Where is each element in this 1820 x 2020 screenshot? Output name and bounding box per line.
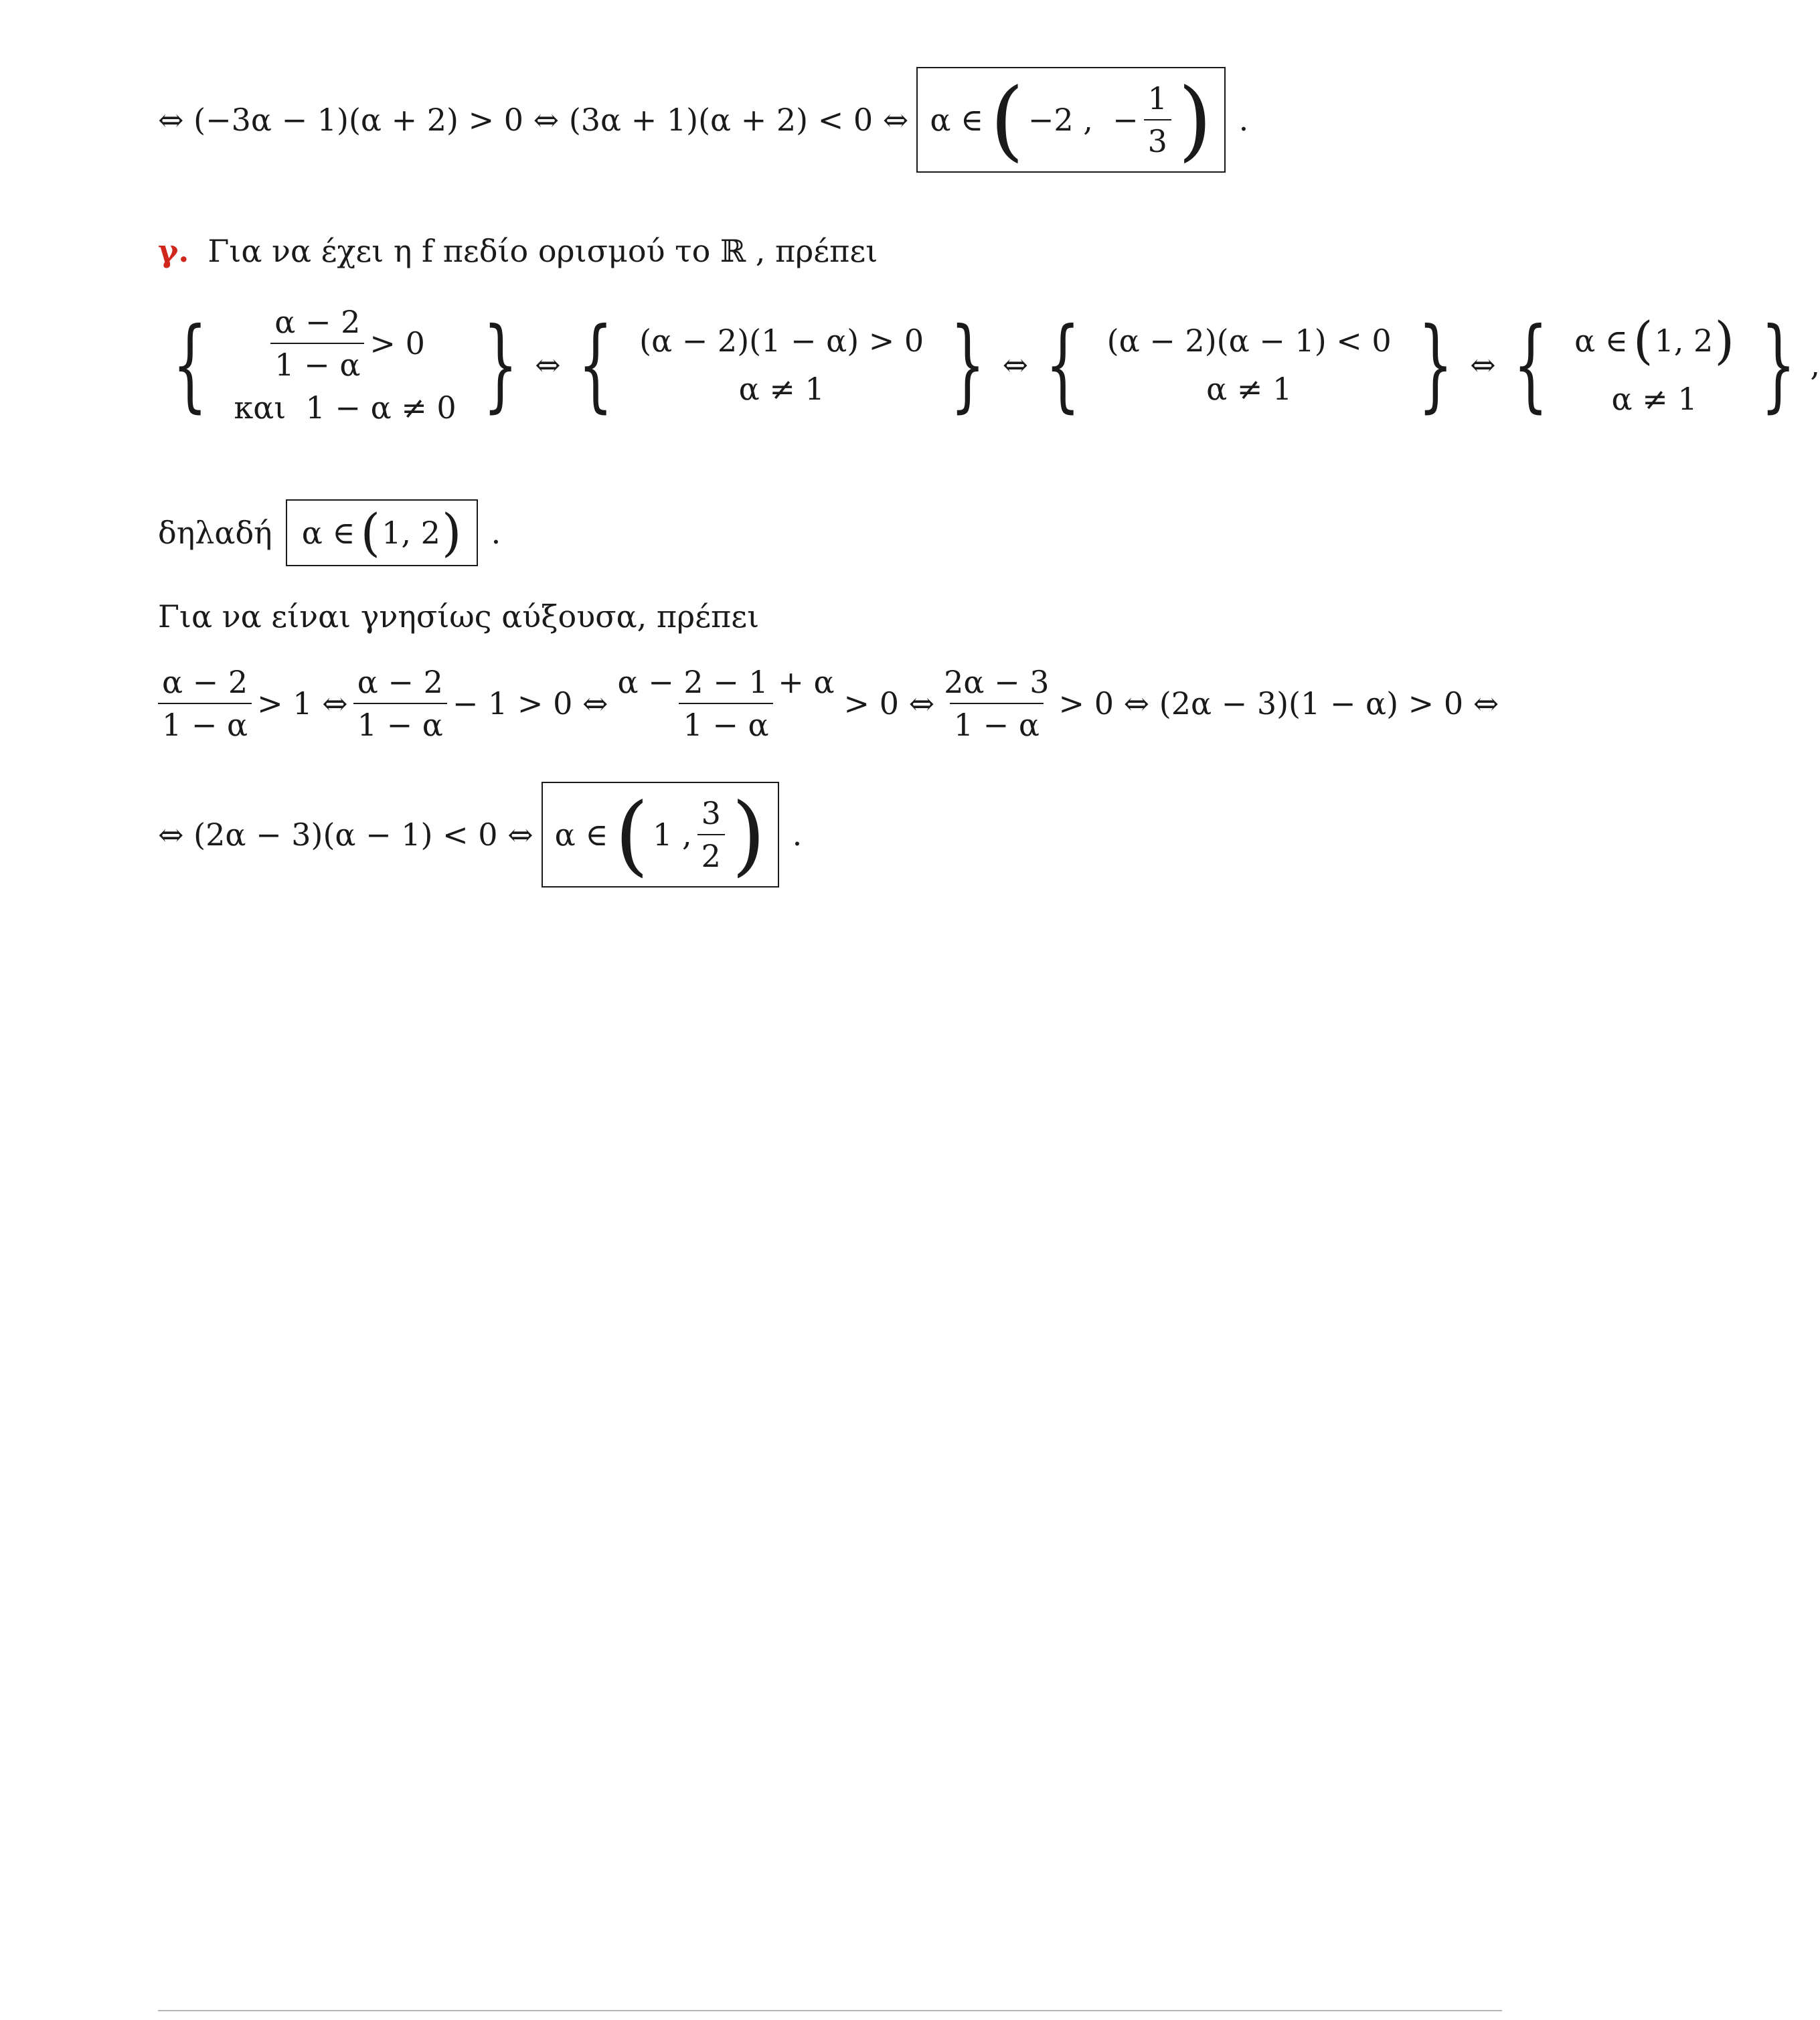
right-parenthesis: ) [1177,69,1212,171]
fraction [270,304,364,383]
equation-text: ⇔ (−3α − 1)(α + 2) > 0 ⇔ (3α + 1)(α + 2) < 0 ⇔ [158,102,909,138]
fraction-denominator: 1 − α [270,343,364,380]
section-text: Για να έχει η f πεδίο ορισμού το ℝ , πρέπει [208,233,878,269]
box-prefix: α ∈ [930,102,984,138]
comma: , [1810,347,1820,383]
left-brace: { [1045,307,1081,423]
relation: > 0 [369,325,425,361]
right-parenthesis: ) [441,503,462,562]
interval: 1, 2 [382,515,440,551]
interval: 1, 2 [1654,323,1714,359]
fraction-numerator: α − 2 [274,304,361,340]
fraction-denominator: 1 − α [353,703,447,740]
conclusion-line [158,499,501,566]
fraction [697,795,725,874]
relation: > 0 ⇔ (2α − 3)(1 − α) > 0 ⇔ [1058,685,1499,722]
fraction-numerator: α − 2 [162,664,248,700]
relation: > 0 ⇔ [843,685,935,722]
relation: − 1 > 0 ⇔ [452,685,608,722]
right-parenthesis: ) [1714,311,1734,370]
interval-start: 1 , [653,817,692,853]
system-row: α ≠ 1 [1206,371,1293,407]
inequality-chain [158,664,1499,743]
final-equation [158,782,802,888]
interval-start: −2 , − [1027,102,1139,138]
system-row [265,304,425,383]
interval-prefix: α ∈ [1574,323,1628,359]
fraction [614,664,839,743]
fraction [158,664,252,743]
system-line [158,304,1820,426]
paragraph-text: Για να είναι γνησίως αύξουσα, πρέπει [158,598,760,635]
fraction-numerator: α − 2 [357,664,443,700]
boxed-answer [916,67,1225,173]
right-brace: } [1418,307,1453,423]
conclusion-word: δηλαδή [158,515,272,551]
boxed-answer [542,782,779,888]
left-parenthesis: ( [614,784,649,886]
left-brace: { [578,307,613,423]
left-brace: { [172,307,208,423]
box-prefix: α ∈ [301,515,355,551]
fraction-denominator: 3 [1144,119,1171,157]
equation-text: ⇔ (2α − 3)(α − 1) < 0 ⇔ [158,817,533,853]
section-label: γ. [158,233,189,269]
box-prefix: α ∈ [554,817,608,853]
system-3 [1031,307,1467,423]
left-parenthesis: ( [990,69,1024,171]
equation-line-1 [158,67,1248,173]
system-row: (α − 2)(1 − α) > 0 [639,323,924,359]
equivalence-arrow: ⇔ [1470,347,1496,383]
fraction-denominator: 1 − α [679,703,772,740]
equivalence-arrow: ⇔ [535,347,561,383]
fraction-denominator: 2 [697,834,725,871]
period: . [1238,102,1249,138]
right-brace: } [483,307,518,423]
equivalence-arrow: ⇔ [1002,347,1029,383]
system-row: (α − 2)(α − 1) < 0 [1106,323,1392,359]
period: . [491,515,501,551]
paragraph-increasing [158,598,760,635]
fraction-numerator: 1 [1147,80,1167,116]
fraction-denominator: 1 − α [950,703,1044,740]
right-brace: } [950,307,986,423]
system-row [1574,311,1734,370]
period: . [792,817,803,853]
system-1 [158,304,532,426]
fraction [353,664,447,743]
fraction-denominator: 1 − α [158,703,252,740]
system-4 [1499,307,1811,423]
fraction [940,664,1053,743]
fraction-numerator: 3 [701,795,721,831]
relation: > 1 ⇔ [257,685,348,722]
left-brace: { [1513,307,1548,423]
fraction-numerator: 2α − 3 [944,664,1050,700]
fraction-numerator: α − 2 − 1 + α [617,664,835,700]
system-row: α ≠ 1 [1611,381,1698,417]
system-2 [564,307,1000,423]
footer-divider [158,2010,1502,2011]
section-gamma [158,233,878,269]
boxed-answer [286,499,478,566]
system-row: και 1 − α ≠ 0 [234,390,457,426]
right-brace: } [1760,307,1796,423]
fraction [1144,80,1171,159]
system-row: α ≠ 1 [738,371,825,407]
left-parenthesis: ( [1633,311,1653,370]
right-parenthesis: ) [731,784,766,886]
left-parenthesis: ( [360,503,381,562]
